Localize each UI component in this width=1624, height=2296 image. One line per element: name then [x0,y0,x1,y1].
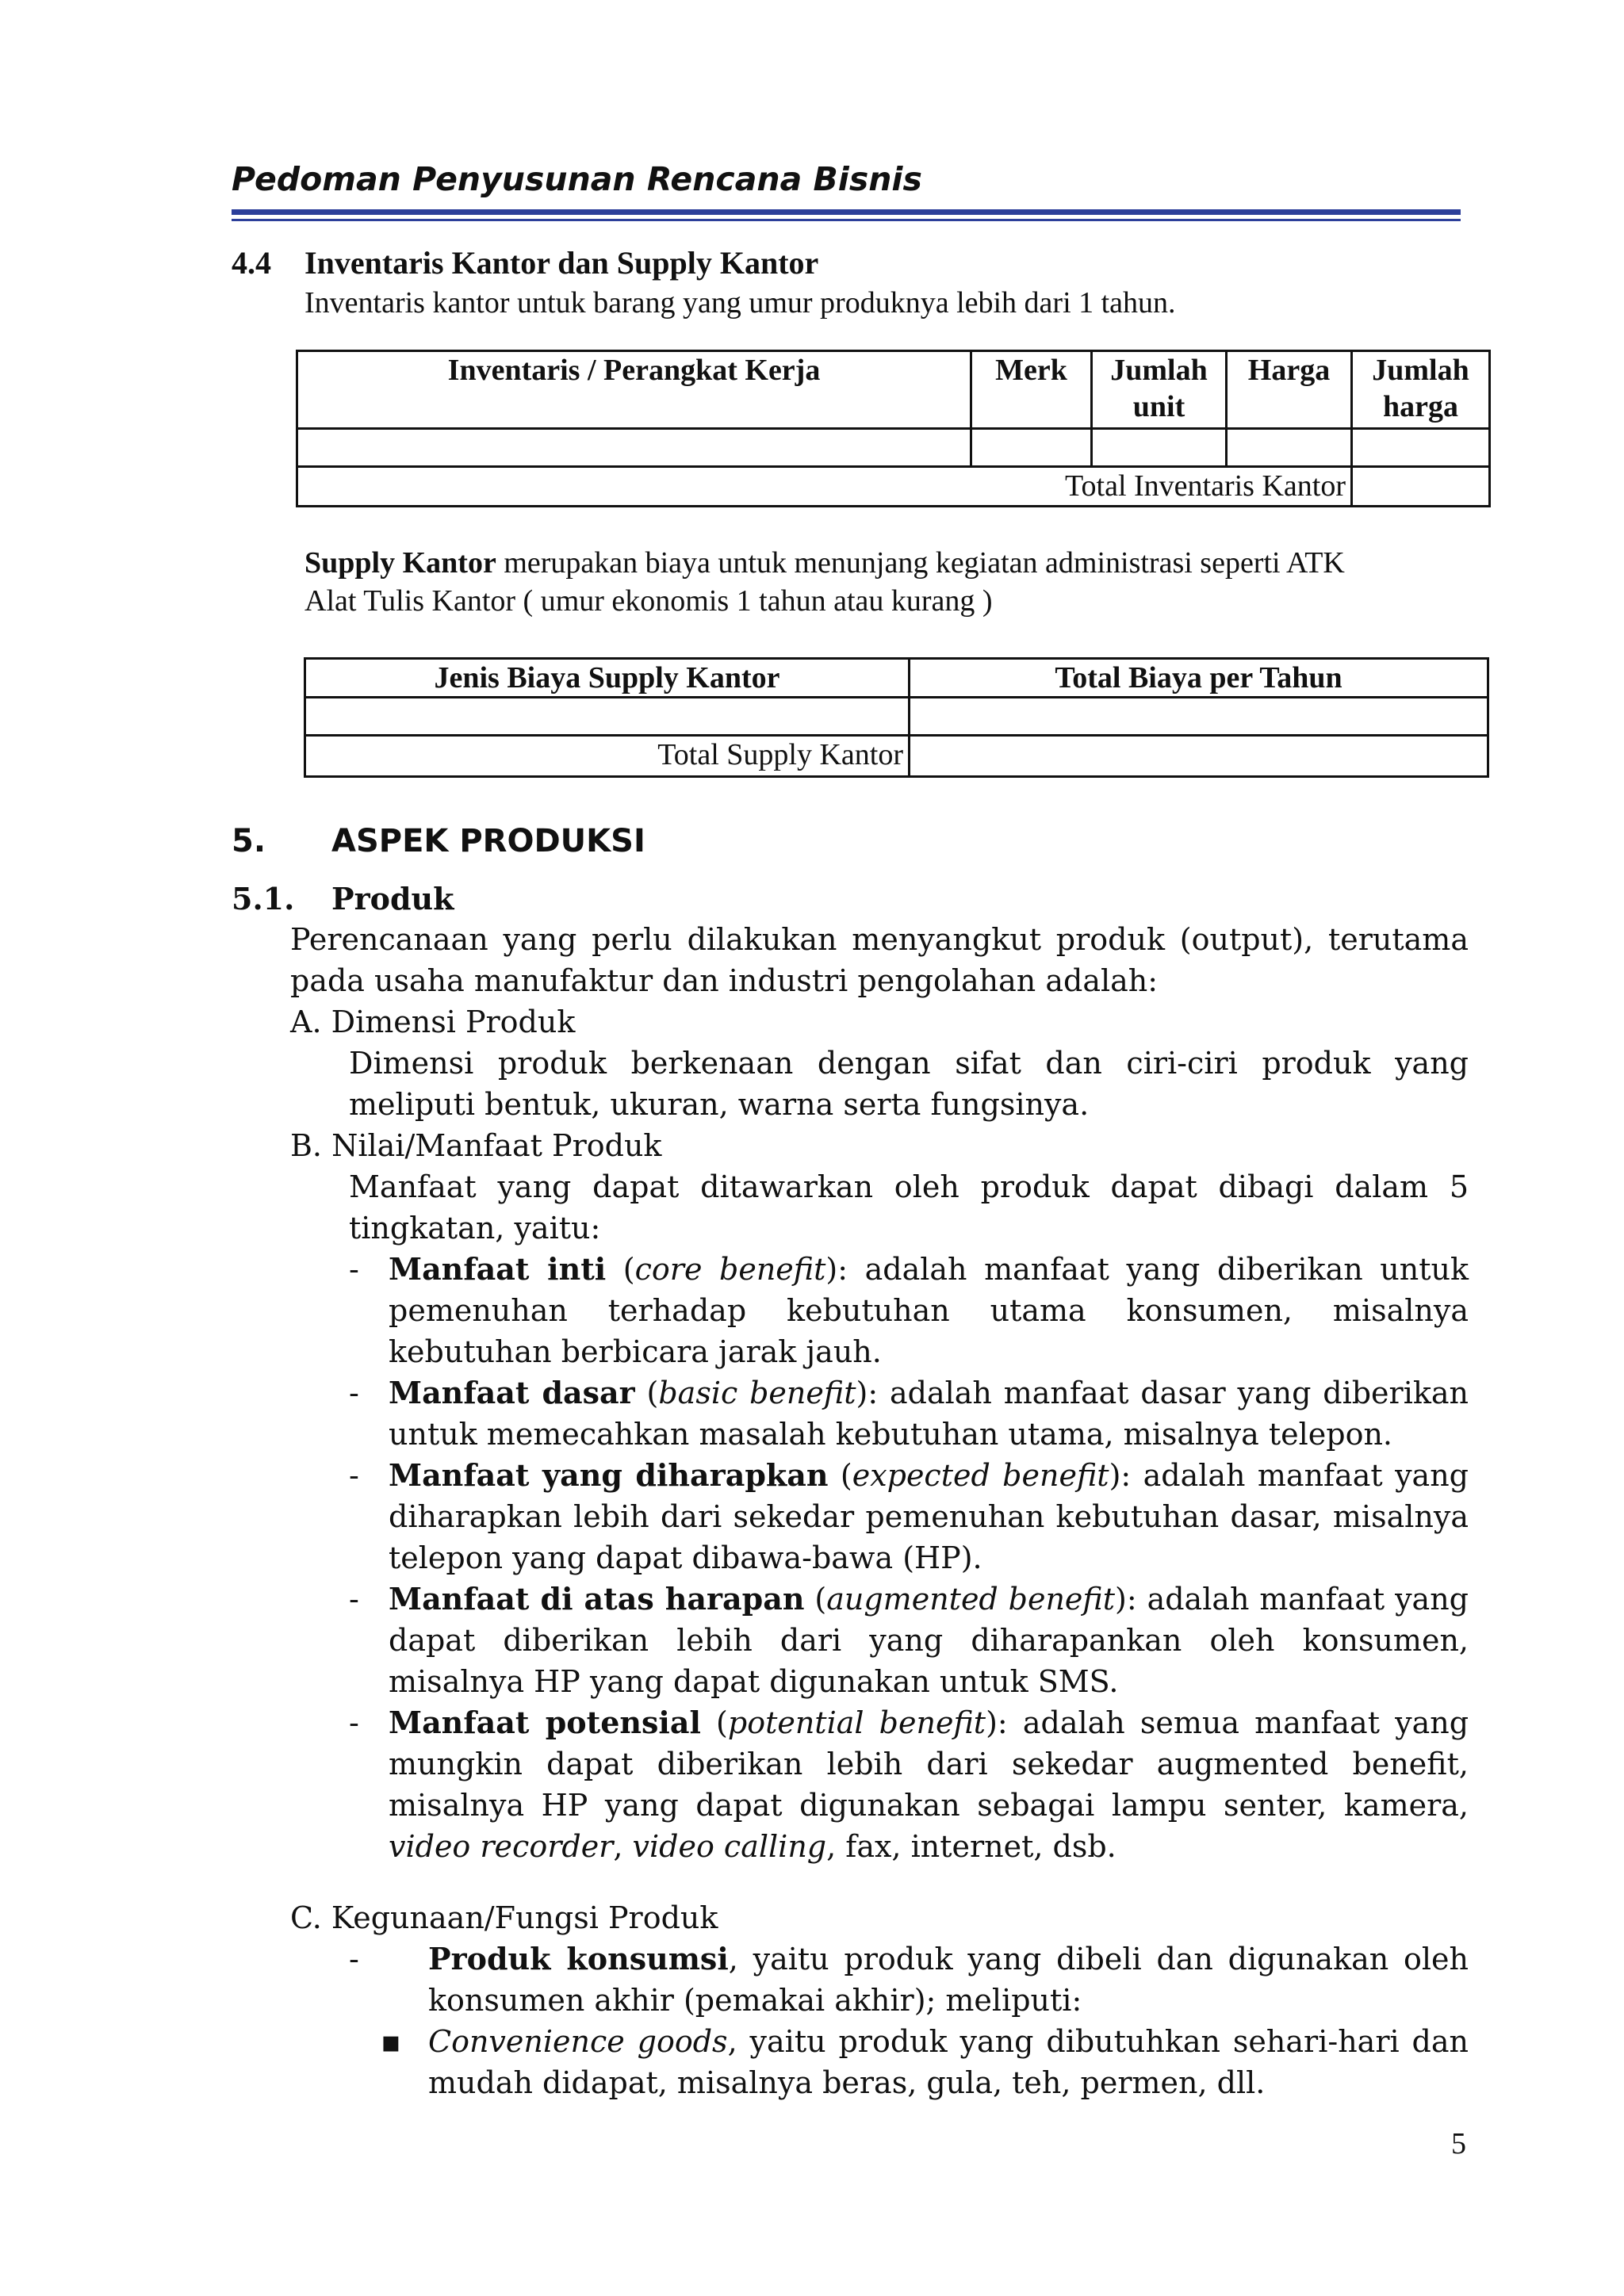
header-rule-thin [232,219,1461,221]
section-title: Inventaris Kantor dan Supply Kantor [304,245,819,281]
list-dash: - [349,1705,359,1740]
list-item: Manfaat yang diharapkan (expected benefit): adalah manfaat yang diharapkan lebih dari sekedar pemenuhan kebutuhan dasar, misalnya telepon yang dapat dibawa-bawa (HP). [389,1457,1469,1575]
table-header-row [297,351,1490,429]
list-dash: - [349,1252,359,1287]
item-term: Manfaat di atas harapan [389,1581,805,1617]
table-cell [910,698,1488,736]
item-term: Produk konsumsi [428,1941,729,1976]
item-english-term: expected benefit [852,1458,1109,1493]
item-term: Convenience goods [428,2024,728,2059]
chapter-number: 5. [232,823,266,859]
dimensi-paragraph: Dimensi produk berkenaan dengan sifat dan ciri-ciri produk yang meliputi bentuk, ukuran, warna serta fungsinya. [349,1046,1469,1122]
item-text: ): adalah manfaat yang dapat diberikan lebih dari yang diharapankan oleh konsumen, misalnya HP yang dapat digunakan untuk SMS. [389,1582,1469,1699]
item-text: , fax, internet, dsb. [826,1829,1116,1864]
item-term: Manfaat dasar [389,1375,635,1410]
table-cell [297,429,971,467]
col-header-total-biaya: Total Biaya per Tahun [910,659,1488,698]
list-item: Manfaat dasar (basic benefit): adalah manfaat dasar yang diberikan untuk memecahkan masalah kebutuhan utama, misalnya telepon. [389,1375,1469,1452]
table-cell [1352,429,1490,467]
section-description: Inventaris kantor untuk barang yang umur produknya lebih dari 1 tahun. [304,286,1176,320]
list-item [428,2021,1469,2103]
list-item: Manfaat potensial (potential benefit): adalah semua manfaat yang mungkin dapat diberikan lebih dari sekedar augmented benefit, misalnya HP yang dapat digunakan sebagai lampu senter, kamera, video recorder, video calling, fax, internet, dsb. [389,1705,1469,1864]
chapter-title: ASPEK PRODUKSI [331,823,645,859]
table-row [297,429,1490,467]
list-dash: - [349,1582,359,1617]
supply-line1: merupakan biaya untuk menunjang kegiatan administrasi seperti ATK [496,546,1345,580]
item-english-term: core benefit [634,1252,826,1287]
page-number: 5 [1451,2127,1466,2160]
item-term: Manfaat inti [389,1251,607,1287]
table-cell [305,698,910,736]
running-header: Pedoman Penyusunan Rencana Bisnis [232,160,922,198]
total-label: Total Supply Kantor [305,736,910,777]
total-label: Total Inventaris Kantor [297,467,1352,507]
table-cell [1227,429,1352,467]
section-number: 4.4 [232,245,271,281]
col-header-harga: Harga [1227,351,1352,429]
item-english-term: augmented benefit [826,1582,1116,1617]
item-term: Manfaat yang diharapkan [389,1457,829,1493]
total-value [1352,467,1490,507]
table-header-row [305,659,1488,698]
total-value [910,736,1488,777]
list-dash: - [349,1458,359,1493]
item-italic-example: video recorder [389,1829,614,1864]
col-header-inventaris: Inventaris / Perangkat Kerja [297,351,971,429]
supply-line2: Alat Tulis Kantor ( umur ekonomis 1 tahun atau kurang ) [304,584,993,618]
square-bullet-icon: ▪ [381,2024,401,2059]
table-cell [971,429,1092,467]
table-total-row [305,736,1488,777]
supply-paragraph [304,544,1345,620]
heading-nilai-manfaat: B. Nilai/Manfaat Produk [290,1128,662,1163]
manfaat-paragraph: Manfaat yang dapat ditawarkan oleh produk dapat dibagi dalam 5 tingkatan, yaitu: [349,1169,1469,1246]
supply-term: Supply Kantor [304,546,496,580]
supply-table [304,657,1489,778]
table-cell [1092,429,1227,467]
item-text: , yaitu produk yang dibutuhkan sehari-hari dan mudah didapat, misalnya beras, gula, teh, permen, dll. [428,2024,1469,2100]
list-item [428,1938,1469,2021]
table-row [305,698,1488,736]
intro-paragraph: Perencanaan yang perlu dilakukan menyangkut produk (output), terutama pada usaha manufaktur dan industri pengolahan adalah: [290,922,1469,998]
item-text: , yaitu produk yang dibeli dan digunakan oleh konsumen akhir (pemakai akhir); meliputi: [428,1942,1469,2018]
col-header-jumlah-unit: Jumlah unit [1092,351,1227,429]
item-text: ): adalah semua manfaat yang mungkin dapat diberikan lebih dari sekedar augmented benefit, misalnya HP yang dapat digunakan sebagai lampu senter, kamera, [389,1705,1469,1823]
table-total-row [297,467,1490,507]
item-text: ): adalah manfaat dasar yang diberikan untuk memecahkan masalah kebutuhan utama, misalnya telepon. [389,1376,1469,1452]
col-header-jenis-biaya: Jenis Biaya Supply Kantor [305,659,910,698]
subsection-number: 5.1. [232,881,295,916]
item-text: ): adalah manfaat yang diharapkan lebih dari sekedar pemenuhan kebutuhan dasar, misalnya telepon yang dapat dibawa-bawa (HP). [389,1458,1469,1575]
col-header-merk: Merk [971,351,1092,429]
list-dash: - [349,1942,359,1976]
heading-kegunaan-fungsi: C. Kegunaan/Fungsi Produk [290,1900,718,1935]
col-header-jumlah-harga: Jumlah harga [1352,351,1490,429]
header-rule-thick [232,209,1461,215]
item-term: Manfaat potensial [389,1705,701,1740]
item-separator: , [613,1829,633,1864]
item-english-term: basic benefit [658,1376,856,1410]
subsection-title: Produk [331,881,454,916]
list-item: Manfaat di atas harapan (augmented benefit): adalah manfaat yang dapat diberikan lebih dari yang diharapankan oleh konsumen, misalnya HP yang dapat digunakan untuk SMS. [389,1581,1469,1699]
item-italic-example: video calling [632,1829,827,1864]
heading-dimensi-produk: A. Dimensi Produk [290,1004,576,1039]
inventaris-table [296,350,1491,507]
item-text: ): adalah manfaat yang diberikan untuk pemenuhan terhadap kebutuhan utama konsumen, misalnya kebutuhan berbicara jarak jauh. [389,1252,1469,1369]
list-item: Manfaat inti (core benefit): adalah manfaat yang diberikan untuk pemenuhan terhadap kebutuhan utama konsumen, misalnya kebutuhan berbicara jarak jauh. [389,1251,1469,1369]
item-english-term: potential benefit [727,1705,986,1740]
list-dash: - [349,1376,359,1410]
